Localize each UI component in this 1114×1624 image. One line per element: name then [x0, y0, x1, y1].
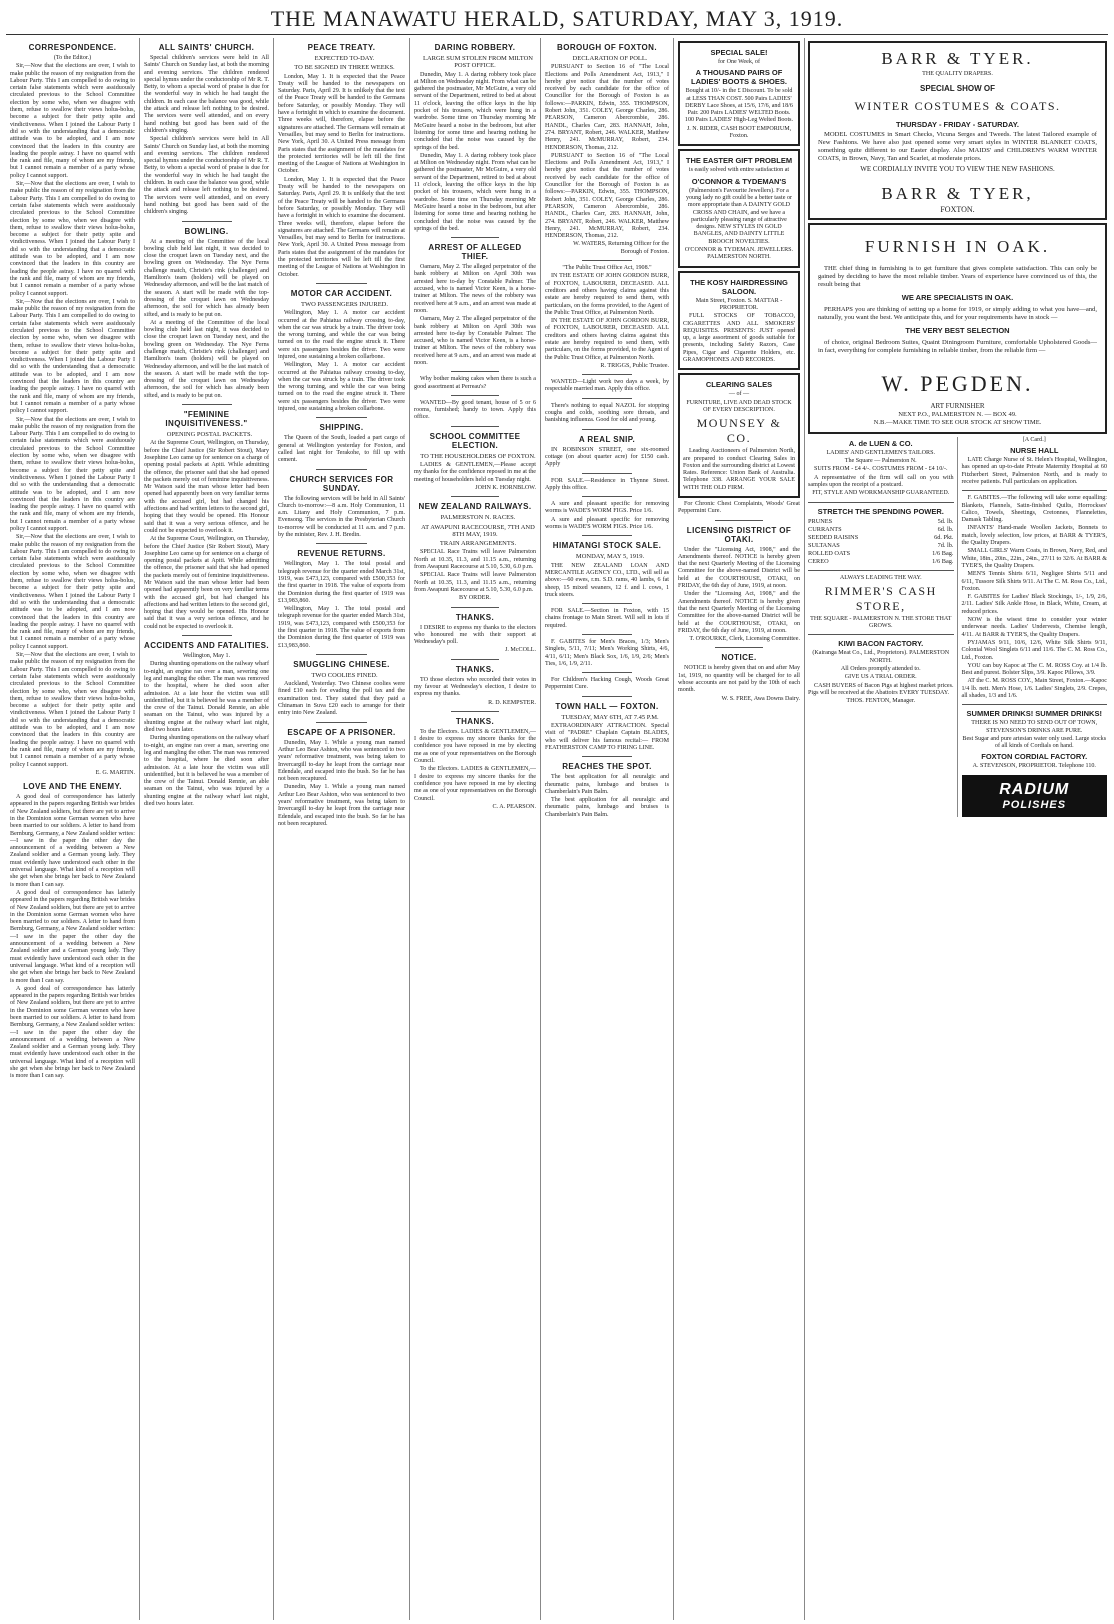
headline: BOWLING.: [184, 226, 229, 236]
subheading: AT AWAPUNI RACECOURSE, 7TH AND 8TH MAY, 1919.: [421, 523, 535, 538]
article-body: THE NEW ZEALAND LOAN AND MERCANTILE AGENCY CO., LTD., will sell as above:—60 ewes, r.m. S.D. rams, 40 lambs, 6 fat sheep, 15 mixed weaners, 12 f. and l. cows, 1 truck steers.: [545, 562, 669, 598]
headline: ACCIDENTS AND FATALITIES.: [144, 641, 269, 651]
separator: [451, 711, 500, 712]
separator: [582, 473, 632, 474]
separator: [582, 634, 632, 635]
headline: MOTOR CAR ACCIDENT.: [290, 288, 393, 298]
price-item: CEREO: [808, 557, 829, 565]
separator: [582, 696, 632, 697]
separator: [808, 634, 954, 635]
advertisement: For Children's Hacking Cough, Woods Great Peppermint Cure.: [545, 677, 669, 691]
ad-firm-name: W. PEGDEN.: [881, 370, 1034, 396]
signature: R. D. KEMPSTER.: [488, 699, 536, 706]
ads-lower-right: [962, 437, 1108, 817]
article-body: At the Supreme Court, Wellington, on Thursday, before the Chief Justice (Sir Robert Stout), Mary Josephine Leo came up for sentence on a charge of opening postal packets at Apiti. While admitting the offence, the prisoner said that she had opened the packets merely out of feminine inquisitiveness. Mr Watson said the man whose letter had been opened had apparently been on very familiar terms with the accused girl, but had changed his affections and had written letters to the second girl, hoping that they would be opened. His Honour said that it was a very serious offence, and he could not be expected to overlook it.: [144, 440, 269, 534]
ad-footer: J. N. RIDER, CASH BOOT EMPORIUM, Foxton.: [686, 125, 792, 140]
ad-heading: A THOUSAND PAIRS OF LADIES' BOOTS & SHOES.: [691, 68, 787, 87]
separator: [582, 374, 632, 375]
headline: DARING ROBBERY.: [434, 43, 516, 52]
article-body: Dunedin, May 1. A daring robbery took place at Milton on Wednesday night. From what can be gathered the postmaster, Mr McGuire, a very old servant of the Department, retired to bed at about 11 o'clock, leaving the office keys in the hip pocket of his trousers, which were hung in a wardrobe. Some time on Thursday morning Mr McGuire heard a noise in the bedroom, but after listening for some time and hearing nothing he concluded that the noise was caused by the springs of the bed.: [414, 152, 536, 232]
signature: C. A. PEARSON.: [492, 803, 536, 810]
price-item: ROLLED OATS: [808, 549, 851, 557]
separator: [182, 404, 232, 405]
column-6: [674, 38, 804, 1620]
ad-heading: O'CONNOR & TYDEMAN'S: [691, 176, 787, 186]
advertisement: F. GABITES for Men's Braces, 1/3; Men's Singlets, 5/11, 7/11; Men's Working Shirts, 4/6, 4/11, 6/11; Men's Black Sox, 1/6, 1/9, 2/6; Men's Ties, 1/6, 1/9, 2/11.: [545, 639, 669, 667]
article-body: Dunedin, May 1. A daring robbery took place at Milton on Wednesday night. From what can be gathered the postmaster, Mr McGuire, a very old servant of the Department, retired to bed at about 11 o'clock, leaving the office keys in the hip pocket of his trousers, which were hung in a wardrobe. Some time on Thursday morning Mr McGuire heard a noise in the bedroom, but after listening for some time and hearing nothing he concluded that the noise was caused by the springs of the bed.: [414, 71, 536, 151]
ad-hairdressing: [678, 271, 800, 371]
advertisement: AT the C. M. ROSS COY., Main Street, Foxton.—Kapoc 1/4 lb. nett. Men's Hose, 1/6. Ladies' Singlets, 2/9. Crepes, all shades, 1/3 and 1/6.: [961, 678, 1107, 699]
advertisement: INFANTS' Hand-made Woollen Jackets, Bonnets to match, lovely selection, low prices, at BARR & TYER'S, the Quality Drapers.: [961, 525, 1107, 547]
article-body: PURSUANT to Section 16 of "The Local Elections and Polls Amendment Act, 1913," I hereby give notice that the number of votes received by each candidate for the office of Councillor for the Borough of Foxton is as follows:—PARKIN, Edwin, 355. THOMPSON, Robert John, 351. COLEY, George Charles, 286. PEARSON, Cameron Abercrombie, 286. HANDL, Charles Carr, 283. HANNAH, John, 274. BRYANT, Robert, 246. WALKER, Matthew Henry, 241. McMURRAY, Robert, 234. HENDERSON, Thomas, 212.: [545, 152, 669, 240]
ad-body: of choice, original Bedroom Suites, Quaint Diningroom Furniture, comfortable Upholstered Goods—in fact, everything for complete furnishing in reliable timber, from the reliable firm —: [818, 338, 1097, 354]
ad-location: FOXTON.: [940, 204, 975, 214]
article-body: Sir,—Now that the elections are over, I wish to make public the reason of my resignation from the Labour Party. This I am compelled to do owing to certain false statements which were assiduously circulated previous to the School Committee election by some who, when we disagree with them, refuse to swallow their views holus-bolus, become a subject for their petty spite and vindictiveness. When I joined the Labour Party I did so with the understanding that a democratic attitude was to be adopted, and I am now convinced that the leaders in this country are leading the people astray. I have no quarrel with the rank and file, many of whom are my friends, but I cannot remain a member of a party whose policy I cannot support.: [10, 416, 135, 532]
subheading: TWO PASSENGERS INJURED.: [301, 300, 388, 308]
ad-body: THERE IS NO NEED TO SEND OUT OF TOWN, STEVENSON'S DRINKS ARE PURE.: [971, 720, 1098, 734]
advertisement: MEN'S Tennis Shirts 6/11, Negligee Shirts 5/11 and 6/11, Tussore Silk Shirts 9/11. At The C. M. Ross Co., Ltd., Foxton.: [961, 571, 1107, 592]
ad-title: THE EASTER GIFT PROBLEM: [685, 156, 793, 166]
headline: TOWN HALL — FOXTON.: [555, 701, 659, 711]
ad-subtitle: THE QUALITY DRAPERS.: [922, 71, 993, 77]
advertisement: YOU can buy Kapoc at The C. M. ROSS Coy. at 1/4 lb. Best and purest. Bolster Slips, 3/9. Kapoc Pillows, 3/9.: [961, 662, 1107, 677]
headline: ARREST OF ALLEGED THIEF.: [428, 243, 522, 262]
article-body: Sir,—Now that the elections are over, I wish to make public the reason of my resignation from the Labour Party. This I am compelled to do owing to certain false statements which were assiduously circulated previous to the School Committee election by some who, when we disagree with them, refuse to swallow their views holus-bolus, become a subject for their petty spite and vindictiveness. When I joined the Labour Party I did so with the understanding that a democratic attitude was to be adopted, and I am now convinced that the leaders in this country are leading the people astray. I have no quarrel with the rank and file, many of whom are my friends, but I cannot remain a member of a party whose policy I cannot support.: [10, 298, 135, 415]
headline: THANKS.: [455, 664, 495, 674]
ad-slogan: GIVE US A TRIAL ORDER.: [844, 674, 917, 681]
article-body: At a meeting of the Committee of the local bowling club held last night, it was decided to close the croquet lawn on Tuesday next, and the bowling green on Wednesday. The Nye Ferns challenge match, Christie's rink (challenger) and Hamilton's team (holders) will be played on Wednesday afternoon, and will be the last match of the season. A start will be made with the top-dressing of the croquet lawn on Wednesday afternoon, the soil for which has already been sifted, and is ready to be put on.: [144, 319, 269, 399]
ad-special-sale: [678, 41, 800, 146]
headline: LOVE AND THE ENEMY.: [23, 782, 122, 792]
radium-polishes-ad: [962, 775, 1108, 817]
newspaper-title: THE MANAWATU HERALD, SATURDAY, MAY 3, 1919.: [270, 6, 844, 31]
ad-clearing-sales: [678, 373, 800, 498]
headline: SCHOOL COMMITTEE ELECTION.: [429, 431, 521, 450]
ad-signature: THOS. FENTON, Manager.: [846, 698, 916, 705]
ad-body: Best Sugar and pure artesian water only used. Large stocks of all kinds of Cordials on hand.: [962, 735, 1107, 750]
subheading: EXPECTED TO-DAY.: [314, 55, 375, 62]
ad-invitation: WE CORDIALLY INVITE YOU TO VIEW THE NEW FASHIONS.: [860, 165, 1055, 174]
separator: [451, 659, 500, 660]
article-body: London, May 1. It is expected that the Peace Treaty will be handed to the newspapers on Saturday. Paris, April 29. It is unlikely that the text of the Peace Treaty will be handed to the Germans before Saturday, or possibly Monday. They will have a fortnight in which to examine the document. Three weeks will, therefore, elapse before the signatures are attached. The Germans will remain at Versailles, but may send to Berlin for instructions. New York, April 30. A United Press message from Paris states that the assignment of the mandates for the protected territories will be left till the first meeting of the League of Nations at Washington in October.: [278, 73, 405, 175]
headline: REACHES THE SPOT.: [562, 762, 652, 772]
subheading: PALMERSTON N. RACES.: [440, 514, 516, 522]
column-1: [6, 38, 139, 1620]
ad-prices: SUITS FROM - £4 4/-. COSTUMES FROM - £4 10/-.: [813, 466, 948, 473]
separator: [316, 417, 367, 418]
article-body: IN ROBINSON STREET, one six-roomed cottage (on about quarter acre) for £150 cash. Apply: [545, 446, 669, 468]
article-body: Sir,—Now that the elections are over, I wish to make public the reason of my resignation from the Labour Party. This I am compelled to do owing to certain false statements which were assiduously circulated previous to the School Committee election by some who, when we disagree with them, refuse to swallow their views holus-bolus, become a subject for their petty spite and vindictiveness. When I joined the Labour Party I did so with the understanding that a democratic attitude was to be adopted, and I am now convinced that the leaders in this country are leading the people astray. I have no quarrel with the rank and file, many of whom are my friends, but I cannot remain a member of a party whose policy I cannot support.: [10, 181, 135, 297]
headline: LICENSING DISTRICT OF OTAKI.: [686, 525, 792, 544]
article-body: IN THE ESTATE OF JOHN GORDON BURR, of FOXTON, LABOURER, DECEASED. ALL creditors and others having claims against this estate are hereby required to send them, with particulars, on the forms provided, to the Agent of the Public Trust Office, at Palmerston North.: [545, 318, 669, 361]
price-row: [808, 534, 954, 542]
advertisement: For Chronic Chest Complaints, Woods' Great Peppermint Cure.: [678, 500, 800, 515]
separator: [582, 756, 632, 757]
price-list: [808, 518, 954, 566]
article-body: At the Supreme Court, Wellington, on Thursday, before the Chief Justice (Sir Robert Stout), Mary Josephine Leo came up for sentence on a charge of opening postal packets at Apiti. While admitting the offence, the prisoner said that she had opened the packets merely out of feminine inquisitiveness. Mr Watson said the man whose letter had been opened had apparently been on very familiar terms with the accused girl, but had changed his affections and had written letters to the second girl, hoping that they would be opened. His Honour said that it was a very serious offence, and he could not be expected to overlook it.: [144, 536, 269, 630]
headline: NOTICE.: [721, 653, 757, 663]
price-item: CURRANTS: [808, 525, 842, 533]
ad-body: All Orders promptly attended to.: [840, 666, 921, 673]
classified-ad: FOR SALE.—Residence in Thynne Street. Apply this office.: [545, 477, 669, 491]
headline: CORRESPONDENCE.: [28, 43, 117, 52]
subheading: DECLARATION OF POLL.: [572, 55, 648, 62]
article-body: During shunting operations on the railway wharf to-night, an engine ran over a man, severing one leg and mangling the other. The man was removed to the hospital, where he died soon after admission. At a late hour the victim was still unidentified, but it is believed he was a member of the crew of the Tainui. Donald Rennie, an able seaman on the Tainui, who was injured by a shunting engine at the railway wharf last night, died two hours later.: [144, 735, 269, 808]
ad-body: FULL STOCKS OF TOBACCO, CIGARETTES AND ALL SMOKERS' REQUISITES. PRESENTS: JUST opened up, a large assortment of goods suitable for presents, including Safety Razors, Case Pipes, Cigar and Cigarette Holders, etc. GRAMOPHONES AND RECORDS.: [683, 313, 795, 364]
subheading: (To the Editor.): [53, 55, 92, 61]
ad-subtitle: is easily solved with entire satisfaction at: [688, 167, 790, 174]
price-item: SEEDED RAISINS: [808, 533, 859, 541]
separator: [316, 543, 367, 544]
radium-logo-subtext: POLISHES: [1002, 798, 1067, 811]
article-body: Dunedin, May 1. While a young man named Arthur Leo Bear Ashton, who was sentenced to two years' reformative treatment, was being taken to Invercargill to-day he leapt from the carriage near Edendale, and escaped into the bush. So far he has not been recaptured.: [278, 739, 405, 783]
ad-headline: SUMMER DRINKS! SUMMER DRINKS!: [966, 709, 1102, 719]
article-body: SPECIAL Race Trains will leave Palmerston North at 10.35, 11.3, and 11.15 a.m., returning from Awapuni Racecourse at 5.10, 5.30, 6.0 p.m.: [414, 572, 536, 593]
separator: [451, 237, 500, 238]
price-value: 6d. lb.: [937, 525, 954, 533]
separator: [582, 535, 632, 536]
article-body: A good deal of correspondence has latterly appeared in the papers regarding British war brides of New Zealand soldiers, but there are yet to arrive in the Dominion some German women who have been married to our soldiers. A letter to hand from Bernburg, Germany, a New Zealand soldier writes:—I saw in the paper the other day the announcement of a wedding between a New Zealand soldier and a German young lady. They must evidently have understood each other in the universal language. What kind of a reception will she get when she brings her back to New Zealand is more than I can say.: [10, 889, 135, 984]
article-body: TO those electors who recorded their votes in my favour at Wednesday's election, I desire to express my thanks.: [414, 676, 536, 698]
separator: [451, 426, 500, 427]
advertisement: A sure and pleasant specific for removing worms is WADE'S WORM FIGS. Price 1/6.: [545, 501, 669, 515]
advertisement: Why bother making cakes when there is such a good assortment at Perreau's?: [414, 376, 536, 390]
price-row: [808, 550, 954, 558]
advertisement: A sure and pleasant specific for removing worms is WADE'S WORM FIGS. Price 1/6.: [545, 516, 669, 531]
ad-headline: FURNISH IN OAK.: [864, 236, 1051, 256]
ad-title: SPECIAL SALE!: [710, 48, 768, 57]
headline: ALL SAINTS' CHURCH.: [158, 43, 255, 52]
separator: [316, 654, 367, 655]
separator: [182, 635, 232, 636]
ad-firm-name: BARR & TYER,: [881, 183, 1034, 203]
article-body: London, May 1. It is expected that the Peace Treaty will be handed to the newspapers on Saturday. Paris, April 29. It is unlikely that the text of the Peace Treaty will be handed to the Germans before Saturday, or possibly Monday. They will have a fortnight in which to examine the document. Three weeks will, therefore, elapse before the signatures are attached. The Germans will remain at Versailles, but may send to Berlin for instructions. New York, April 30. A United Press message from Paris states that the assignment of the mandates for the protected territories will be left till the first meeting of the League of Nations at Washington in October.: [278, 176, 405, 278]
signature: T. O'ROURKE, Clerk, Licensing Committee.: [689, 636, 800, 643]
article-body: During shunting operations on the railway wharf to-night, an engine ran over a man, severing one leg and mangling the other. The man was removed to the hospital, where he died soon after admission. At a late hour the victim was still unidentified, but it is believed he was a member of the crew of the Tainui. Donald Rennie, an able seaman on the Tainui, who was injured by a shunting engine at the railway wharf last night, died two hours later.: [144, 661, 269, 734]
separator: [316, 722, 367, 723]
price-row: [808, 558, 954, 566]
article-body: To the Electors. LADIES & GENTLEMEN,—I desire to express my sincere thanks for the confidence you have reposed in me by electing me as one of your representatives on the Borough Council.: [414, 728, 536, 765]
signature: JOHN K. HORNBLOW.: [475, 484, 536, 491]
subheading: TUESDAY, MAY 6TH, AT 7.45 P.M.: [561, 713, 659, 721]
separator: [715, 647, 764, 648]
headline: A REAL SNIP.: [578, 434, 636, 444]
ad-firm-name: KIWI BACON FACTORY.: [838, 639, 924, 649]
ad-slogan: ALWAYS LEADING THE WAY.: [839, 574, 922, 581]
column-4: [410, 38, 540, 1620]
headline: SMUGGLING CHINESE.: [293, 659, 390, 669]
separator: [316, 283, 367, 284]
subheading: OPENING POSTAL PACKETS.: [166, 431, 253, 439]
ad-heading: NURSE HALL: [1010, 446, 1059, 456]
signature: W. WATERS, Returning Officer for the Borough of Foxton.: [573, 241, 669, 255]
separator: [582, 260, 632, 261]
subheading: "The Public Trust Office Act, 1908.": [562, 265, 652, 272]
article-body: Wellington, May 1. A motor car accident occurred at the Pahiatua railway crossing to-day, when the car was struck by a train. The driver took the wrong turning, and while the car was being turned on to the road the engine struck it. There were six passengers besides the driver. Two were injured, one sustaining a broken collarbone.: [278, 310, 405, 360]
ads-lower-left: [808, 437, 958, 817]
price-item: PRUNES: [808, 517, 833, 525]
advertisement: There's nothing to equal NAZOL for stopping coughs and colds, soothing sore throats, and banishing influenza. Good for old and young.: [545, 402, 669, 424]
headline: THANKS.: [455, 716, 495, 726]
subheading: MONDAY, MAY 5, 1919.: [575, 553, 645, 561]
price-value: 5d. lb.: [937, 517, 954, 525]
ad-body: MODEL COSTUMES in Smart Checks, Vicuna Serges and Tweeds. The latest Tailored example of New Fashions. We have also just opened some very smart styles in WINTER BLANKET COATS, something quite different to our Easter display. Also MAIDS' and CHILDREN'S WARM WINTER COATS, in Brown, Navy, Tan and Scarlet, at moderate prices.: [818, 131, 1097, 163]
article-body: Wellington, May 1. The total postal and telegraph revenue for the quarter ended March 31st, 1919, was £473,123, compared with £500,353 for the first quarter in 1918. The value of exports from the Dominion during the first quarter of 1919 was £13,983,860.: [278, 606, 405, 649]
ad-subtitle: LADIES' AND GENTLEMEN'S TAILORS.: [826, 449, 936, 456]
ad-address: The Square — Palmerston N.: [844, 458, 917, 465]
ad-dates: THURSDAY - FRIDAY - SATURDAY.: [896, 120, 1019, 130]
column-5: [541, 38, 673, 1620]
article-body: SPECIAL Race Trains will leave Palmerston North at 10.35, 11.3, and 11.15 a.m., returning from Awapuni Racecourse at 5.10, 5.30, 6.0 p.m.: [414, 549, 536, 571]
advertisement: F. GABITES.—The following will take some equalling: Blankets, Flannels, Satin-finished Quilts, Horrockses' Calico, Towels, Sheetings, Cretonnes, Flannelettes, Damask Tabling.: [961, 495, 1107, 524]
advertisement: The best application for all neuralgic and rheumatic pains, lumbago and bruises is Chamberlain's Pain Balm.: [545, 797, 669, 818]
article-body: A good deal of correspondence has latterly appeared in the papers regarding British war brides of New Zealand soldiers, but there are yet to arrive in the Dominion some German women who have been married to our soldiers. A letter to hand from Bernburg, Germany, a New Zealand soldier writes:—I saw in the paper the other day the announcement of a wedding between a New Zealand soldier and a German young lady. They must evidently have understood each other in the universal language. What kind of a reception will she get when she brings her back to New Zealand is more than I can say.: [10, 794, 135, 888]
price-row: [808, 542, 954, 550]
article-body: Wellington, May 1. A motor car accident occurred at the Pahiatua railway crossing to-day, when the car was struck by a train. The driver took the wrong turning, and while the car was being turned on to the road the engine struck it. There were six passengers besides the driver. Two were injured, one sustaining a broken collarbone.: [278, 362, 405, 413]
article-body: Sir,—Now that the elections are over, I wish to make public the reason of my resignation from the Labour Party. This I am compelled to do owing to certain false statements which were assiduously circulated previous to the School Committee election by some who, when we disagree with them, refuse to swallow their views holus-bolus, become a subject for their petty spite and vindictiveness. When I joined the Labour Party I did so with the understanding that a democratic attitude was to be adopted, and I am now convinced that the leaders in this country are leading the people astray. I have no quarrel with the rank and file, many of whom are my friends, but I cannot remain a member of a party whose policy I cannot support.: [10, 652, 135, 768]
headline: SHIPPING.: [319, 423, 364, 433]
separator: [451, 607, 500, 608]
ad-firm-name: MOUNSEY & CO.: [696, 416, 782, 446]
ad-body: PERHAPS you are thinking of setting up a home for 1919, or simply adding to what you have—and, naturally, you want the best. We anticipate this, and for your requirements have in stock —: [818, 305, 1097, 321]
ad-firm-name: FOXTON CORDIAL FACTORY.: [981, 752, 1088, 762]
article-body: Oamaru, May 2. The alleged perpetrator of the bank robbery at Milton on April 30th was arrested here to-day by Constable Palmer. The accused, who is named Victor Keen, is a horse-trainer at Milton. The news of the robbery was received here at 9 a.m., and an arrest was made at noon.: [414, 264, 536, 314]
radium-logo-text: RADIUM: [999, 780, 1070, 798]
classified-ad: WANTED—By good tenant, house of 5 or 6 rooms, furnished; handy to town. Apply this office.: [414, 399, 536, 421]
ad-title: THE KOSY HAIRDRESSING SALOON.: [690, 277, 788, 296]
classified-ad: FOR SALE.—Section in Foxton, with 15 chains frontage to Main Street. Will sell in lots if required.: [545, 608, 669, 629]
article-body: The following services will be held in All Saints' Church to-morrow:—8 a.m. Holy Communion, 11 a.m. Litany and Holy Communion, 7 p.m. Evensong. The services in the Presbyterian Church to-morrow will be conducted at 11 a.m. and 7 p.m. by the minister, Rev. J. H. Bredin.: [278, 495, 405, 539]
subheading: TO THE HOUSEHOLDERS OF FOXTON.: [420, 452, 536, 460]
article-body: PURSUANT to Section 16 of "The Local Elections and Polls Amendment Act, 1913," I hereby give notice that the number of votes received by each candidate for the office of Councillor for the Borough of Foxton is as follows:—PARKIN, Edwin, 355. THOMPSON, Robert John, 351. COLEY, George Charles, 286. PEARSON, Cameron Abercrombie, 286. HANDL, Charles Carr, 283. HANNAH, John, 274. BRYANT, Robert, 246. WALKER, Matthew Henry, 241. McMURRAY, Robert, 234. HENDERSON, Thomas, 212.: [545, 64, 669, 151]
ad-footer: O'CONNOR & TYDEMAN. JEWELLERS. PALMERSTON NORTH.: [684, 247, 794, 261]
article-body: The Queen of the South, loaded a part cargo of general at Wellington yesterday for Foxton, and called last night for Terakohe, to fill up with cement.: [278, 435, 405, 464]
separator: [582, 496, 632, 497]
separator: [962, 490, 1108, 491]
article-body: EXTRAORDINARY ATTRACTION. Special visit of "PADRE" Chaplain Captain BLADES, who will deliver his famous recital:— FROM FEATHERSTON CAMP TO FIRING LINE.: [545, 723, 669, 751]
subheading: TO BE SIGNED IN THREE WEEKS.: [294, 64, 395, 72]
separator: [451, 395, 500, 396]
ad-signature: A. STEVENSON, PROPRIETOR. Telephone 110.: [972, 763, 1096, 770]
headline: ESCAPE OF A PRISONER.: [287, 727, 396, 737]
separator: [808, 570, 954, 571]
headline: HIMATANGI STOCK SALE.: [552, 541, 662, 551]
article-body: Sir,—Now that the elections are over, I wish to make public the reason of my resignation from the Labour Party. This I am compelled to do owing to certain false statements which were assiduously circulated previous to the School Committee election by some who, when we disagree with them, refuse to swallow their views holus-bolus, become a subject for their petty spite and vindictiveness. When I joined the Labour Party I did so with the understanding that a democratic attitude was to be adopted, and I am now convinced that the leaders in this country are leading the people astray. I have no quarrel with the rank and file, many of whom are my friends, but I cannot remain a member of a party whose policy I cannot support.: [10, 534, 135, 650]
separator: [451, 496, 500, 497]
column-2: [140, 38, 273, 1620]
ad-body: (Palmerston's Favourite Jewellers). For a young lady no gift could be a better taste or more appropriate than A DAINTY GOLD CROSS AND CHAIN, and we have a particularly pleasing range of attractive designs. NEW STYLES IN GOLD BANGLES, AND DAINTY LITTLE BROOCH NOVELTIES.: [685, 187, 793, 245]
ad-guarantee: FIT, STYLE AND WORKMANSHIP GUARANTEED.: [812, 490, 950, 497]
separator: [316, 469, 367, 470]
article-body: IN THE ESTATE OF JOHN GORDON BURR, of FOXTON, LABOURER, DECEASED. ALL creditors and others having claims against this estate are hereby required to send them, with particulars, on the forms provided, to the Agent of the Public Trust Office, at Palmerston North.: [545, 273, 669, 316]
ad-firm-name: BARR & TYER.: [881, 49, 1034, 68]
masthead-rule: [6, 34, 1108, 35]
column-3: [274, 38, 409, 1620]
price-item: SULTANAS: [808, 541, 840, 549]
headline: CHURCH SERVICES FOR SUNDAY.: [289, 474, 394, 493]
separator: [582, 429, 632, 430]
price-value: 7d. lb.: [937, 541, 954, 549]
advertisement: SMALL GIRLS' Warm Coats, in Brown, Navy, Red, and White, 18in., 20in., 22in., 24in., 27/11 to 32/6. At BARR & TYER'S, the Quality Drapers.: [961, 548, 1107, 569]
headline: THANKS.: [455, 612, 495, 622]
article-body: Sir,—Now that the elections are over, I wish to make public the reason of my resignation from the Labour Party. This I am compelled to do owing to certain false statements which were assiduously circulated previous to the School Committee election by some who, when we disagree with them, refuse to swallow their views holus-bolus, become a subject for their petty spite and vindictiveness. When I joined the Labour Party I did so with the understanding that a democratic attitude was to be adopted, and I am now convinced that the leaders in this country are leading the people astray. I have no quarrel with the rank and file, many of whom are my friends, but I cannot remain a member of a party whose policy I cannot support.: [10, 63, 135, 179]
article-body: Oamaru, May 2. The alleged perpetrator of the bank robbery at Milton on April 30th was arrested here to-day by Constable Palmer. The accused, who is named Victor Keen, is a horse-trainer at Milton. The news of the robbery was received here at 9 a.m., and an arrest was made at noon.: [414, 316, 536, 366]
article-body: Special children's services were held in All Saints' Church on Sunday last, at both the morning and evening services. The children rendered special hymns under the conductorship of Mr R. T. Betty, to whom a special word of praise is due for the wonderful way in which he had taught the children. In each case the balance was good, while the attack and release left nothing to be desired. The services were well attended, and on every hand nothing but good has been said of the children's singing.: [144, 55, 269, 134]
ad-subtitle: Main Street, Foxton. S. MATTAR - PROPRIETOR.: [695, 297, 783, 311]
ad-barr-tyer: [808, 41, 1107, 220]
masthead: [0, 0, 1114, 36]
article-body: Wellington, May 1. The total postal and telegraph revenue for the quarter ended March 31st, 1919, was £473,123, compared with £500,353 for the first quarter in 1918. The value of exports from the Dominion during the first quarter of 1919 was £13,983,860.: [278, 561, 405, 604]
article-body: NOTICE is hereby given that on and after May 1st, 1919, no quantity will be charged for to all whose accounts are not paid by the 10th of each month.: [678, 665, 800, 694]
separator: [962, 704, 1108, 705]
ad-headline: STRETCH THE SPENDING POWER.: [817, 506, 944, 516]
ad-subtitle: ART FURNISHER: [930, 401, 985, 410]
ad-body: Leading Auctioneers of Palmerston North, are prepared to conduct Clearing Sales in Foxton and the surrounding district at Lowest Rates. Reference: Union Bank of Australia. Telephone 338. ARRANGE YOUR SALE WITH THE OLD FIRM.: [683, 448, 795, 491]
separator: [182, 221, 232, 222]
ad-address: THE SQUARE - PALMERSTON N. THE STORE THAT GROWS.: [810, 615, 952, 630]
ad-firm-name: RIMMER'S CASH STORE,: [824, 583, 937, 613]
ad-heading: SPECIAL SHOW OF: [920, 84, 995, 94]
subheading: LARGE SUM STOLEN FROM MILTON POST OFFICE.: [422, 55, 534, 70]
advertisement: PYJAMAS 9/11, 10/6, 12/6, White Silk Shirts 9/11, Colonial Wool Singlets 6/11 and 11/6. The C. M. Ross Co., Ltd., Foxton.: [961, 639, 1107, 661]
separator: [582, 398, 632, 399]
price-row: [808, 518, 954, 526]
dateline: Wellington, May 1.: [182, 653, 231, 660]
ad-headline: WINTER COSTUMES & COATS.: [854, 99, 1061, 114]
headline: PEACE TREATY.: [307, 43, 376, 52]
article-body: To the Electors. LADIES & GENTLEMEN,—I desire to express my sincere thanks for the confidence you have reposed in me by electing me as one of your representatives on the Borough Council.: [414, 766, 536, 802]
ad-body: LATE Charge Nurse of St. Helen's Hospital, Wellington, has opened an up-to-date Private Maternity Hospital at 60 Fitzherbert Street, Palmerston North, and is ready to receive patients. Full particulars on application.: [961, 457, 1107, 485]
article-body: LADIES & GENTLEMEN,—Please accept my thanks for the confidence reposed in me at the meeting of householders held on Tuesday night.: [414, 462, 536, 483]
headline: BOROUGH OF FOXTON.: [557, 43, 657, 52]
signature: W. S. FREE, Awa Downs Dairy.: [721, 695, 800, 702]
subheading: TWO COOLIES FINED.: [311, 671, 378, 679]
signature: R. TRIGGS, Public Trustee.: [600, 362, 669, 369]
ad-firm-name: A. de LUEN & CO.: [848, 438, 913, 448]
ad-body: THE chief thing in furnishing is to get furniture that gives complete satisfaction. This can only be gained by deciding to have the most reliable timber. Years of experience have convinced us of this, the result being that: [818, 264, 1097, 288]
separator: [715, 520, 764, 521]
ad-subtitle: — of —: [728, 391, 750, 398]
price-row: [808, 526, 954, 534]
article-body: A good deal of correspondence has latterly appeared in the papers regarding British war brides of New Zealand soldiers, but there are yet to arrive in the Dominion some German women who have been married to our soldiers. A letter to hand from Bernburg, Germany, a New Zealand soldier writes:—I saw in the paper the other day the announcement of a wedding between a New Zealand soldier and a German young lady. They must evidently have understood each other in the universal language. What kind of a reception will she get when she brings her back to New Zealand is more than I can say.: [10, 985, 135, 1080]
article-body: Under the "Licensing Act, 1908," and the Amendments thereof. NOTICE is hereby given that the next Quarterly Meeting of the Licensing Committee for the above-named District will be held at the COURTHOUSE, OTAKI, on FRIDAY, the 6th day of June, 1919, at noon.: [678, 591, 800, 634]
signature: J. McCOLL.: [505, 647, 536, 654]
advertisement: The best application for all neuralgic and rheumatic pains, lumbago and bruises is Chamberlain's Pain Balm.: [545, 774, 669, 795]
ad-body: Bought at 10/- in the £ Discount. To be sold at LESS THAN COST. 500 Pairs LADIES' DERBY Lace Shoes, at 15/6, 17/6, and 18/6 Pair. 200 Pairs LADIES' WELTED Boots. 100 Pairs LADIES' High-Leg Welted Boots.: [684, 88, 794, 124]
ad-furnish-oak: [808, 223, 1107, 434]
ad-heading: THE VERY BEST SELECTION: [905, 325, 1010, 335]
advertisement: NOW is the wisest time to consider your winter underwear needs. Ladies' Undervests, Chemise length, 4/11. At BARR & TYER'S, the Quality Drapers.: [961, 617, 1107, 638]
price-value: 1/6 Bag.: [932, 557, 954, 565]
classified-ad: WANTED—Light work two days a week, by respectable married man. Apply this office.: [545, 379, 669, 393]
headline: REVENUE RETURNS.: [297, 549, 386, 559]
ad-body: A representative of the firm will call on you with samples upon the receipt of a postcard.: [808, 474, 954, 488]
article-body: Special children's services were held in All Saints' Church on Sunday last, at both the morning and evening services. The children rendered special hymns under the conductorship of Mr R. T. Betty, to whom a special word of praise is due for the wonderful way in which he had taught the children. In each case the balance was good, while the attack and release left nothing to be desired. The services were well attended, and on every hand nothing but good has been said of the children's singing.: [144, 136, 269, 216]
ad-title: CLEARING SALES: [705, 380, 773, 390]
article-body: At a meeting of the Committee of the local bowling club held last night, it was decided to close the croquet lawn on Tuesday next, and the bowling green on Wednesday. The Nye Ferns challenge match, Christie's rink (challenger) and Hamilton's team (holders) will be played on Wednesday afternoon, and will be the last match of the season. A start will be made with the top-dressing of the croquet lawn on Wednesday afternoon, the soil for which has already been sifted, and is ready to be put on.: [144, 238, 269, 318]
price-value: 1/6 Bag.: [932, 549, 954, 557]
article-body: Under the "Licensing Act, 1908," and the Amendments thereof. NOTICE is hereby given that the next Quarterly Meeting of the Licensing Committee for the above-named District will be held at the COURTHOUSE, OTAKI, on FRIDAY, the 6th day of June, 1919, at noon.: [678, 546, 800, 590]
separator: [451, 371, 500, 372]
subheading: TRAIN ARRANGEMENTS.: [439, 540, 517, 548]
separator: [808, 502, 954, 503]
advertisement: F. GABITES for Ladies' Black Stockings, 1/-, 1/9, 2/6, 2/11. Ladies' Silk Ankle Hose, in Black, White, Cream, at reduced prices.: [961, 594, 1107, 615]
column-7: [805, 38, 1110, 1620]
ads-lower-area: [808, 437, 1107, 817]
ad-subtitle: (Kairanga Meat Co., Ltd., Proprietors). PALMERSTON NORTH.: [812, 650, 950, 664]
ad-card-label: [A Card.]: [1022, 436, 1046, 443]
headline: NEW ZEALAND RAILWAYS.: [418, 502, 532, 512]
ad-heading: WE ARE SPECIALISTS IN OAK.: [901, 292, 1014, 302]
ad-address: NEXT P.O., PALMERSTON N. — BOX 49.: [898, 411, 1017, 419]
signature: E. G. MARTIN.: [95, 769, 135, 776]
subheading: BY ORDER.: [459, 595, 491, 602]
article-body: Dunedin, May 1. While a young man named Arthur Leo Bear Ashton, who was sentenced to two years' reformative treatment, was being taken to Invercargill to-day he leapt from the carriage near Edendale, and escaped into the bush. So far he has not been recaptured.: [278, 784, 405, 827]
ad-note: N.B.—MAKE TIME TO SEE OUR STOCK AT SHOW TIME.: [873, 419, 1042, 427]
ad-easter-gift: [678, 149, 800, 267]
headline: "FEMININE INQUISITIVENESS.": [165, 410, 248, 429]
article-body: I DESIRE to express my thanks to the electors who honoured me with their support at Wednesday's poll.: [414, 624, 536, 646]
price-value: 6d. Pkt.: [934, 533, 954, 541]
separator: [582, 672, 632, 673]
ad-body: CASH BUYERS of Bacon Pigs at highest market prices. Pigs will be received at the Abattoirs EVERY TUESDAY.: [808, 682, 954, 696]
ad-heading: FURNITURE, LIVE AND DEAD STOCK OF EVERY DESCRIPTION.: [686, 399, 792, 413]
separator: [582, 603, 632, 604]
ad-subtitle: for One Week, of: [717, 59, 761, 65]
article-body: Auckland, Yesterday. Two Chinese coolies were fined £10 each for evading the poll tax and the examination test. They stated that they paid a Chinaman in Suva £20 each to arrange for their entry into New Zealand.: [278, 681, 405, 717]
